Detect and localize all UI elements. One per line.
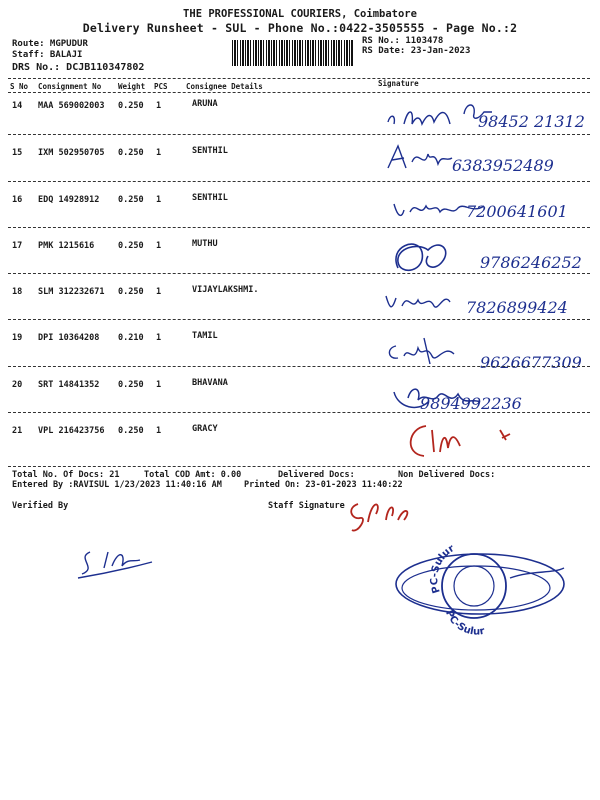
row-consignment: PMK 1215616 [38,241,95,251]
col-consignee: Consignee Details [186,82,263,91]
signature-scribble [388,378,488,414]
row-signature-phone: 9626677309 [480,353,582,372]
runsheet-title: Delivery Runsheet - SUL - Phone No.:0422-3505555 - Page No.:2 [82,21,518,35]
row-consignment: EDQ 14928912 [38,195,100,205]
row-pcs: 1 [156,148,162,158]
row-consignment: VPL 216423756 [38,426,105,436]
row-divider [8,181,590,182]
row-consignee: SENTHIL [192,193,228,203]
staff-signature-label: Staff Signature [268,501,345,511]
row-signature-phone: 98452 21312 [478,112,585,131]
row-signature-phone: 9786246252 [480,253,582,272]
verifier-signature-scribble [72,544,162,584]
row-sno: 19 [12,333,23,343]
row-consignee: SENTHIL [192,146,228,156]
divider [8,78,590,79]
row-sno: 15 [12,148,23,158]
total-cod: Total COD Amt: 0.00 [144,470,242,480]
staff-label: Staff: BALAJI [12,50,83,60]
row-consignee: VIJAYLAKSHMI. [192,285,259,295]
row-sno: 16 [12,195,23,205]
row-consignee: MUTHU [192,239,218,249]
row-pcs: 1 [156,241,162,251]
row-weight: 0.250 [118,426,144,436]
row-sno: 17 [12,241,23,251]
rs-number: RS No.: 1103478 [362,36,444,46]
signature-scribble [388,232,458,280]
row-divider [8,273,590,274]
row-weight: 0.210 [118,333,144,343]
signature-scribble [390,190,500,230]
row-divider [8,319,590,320]
row-pcs: 1 [156,287,162,297]
signature-scribble [382,284,462,318]
row-consignment: SLM 312232671 [38,287,105,297]
row-consignee: GRACY [192,424,218,434]
col-sno: S No [10,82,29,91]
row-divider [8,412,590,413]
row-weight: 0.250 [118,195,144,205]
row-signature-phone: 7200641601 [466,202,568,221]
row-consignment: MAA 569002003 [38,101,105,111]
row-pcs: 1 [156,333,162,343]
row-pcs: 1 [156,380,162,390]
divider [8,466,590,467]
row-signature-phone: 9894992236 [420,394,522,413]
row-consignment: IXM 502950705 [38,148,105,158]
route-label: Route: MGPUDUR [12,39,88,49]
row-sno: 20 [12,380,23,390]
row-consignment: SRT 14841352 [38,380,100,390]
row-weight: 0.250 [118,148,144,158]
company-title: THE PROFESSIONAL COURIERS, Coimbatore [183,8,417,20]
row-pcs: 1 [156,195,162,205]
row-weight: 0.250 [118,241,144,251]
col-pcs: PCS [154,82,168,91]
row-sno: 21 [12,426,23,436]
delivered-docs: Delivered Docs: [278,470,355,480]
row-pcs: 1 [156,426,162,436]
row-sno: 18 [12,287,23,297]
office-stamp [392,540,568,638]
row-pcs: 1 [156,101,162,111]
signature-scribble [404,418,524,462]
staff-signature-scribble [346,494,416,538]
col-signature: Signature [378,79,419,88]
signature-scribble [384,334,474,368]
row-consignee: TAMIL [192,331,218,341]
row-weight: 0.250 [118,380,144,390]
verified-by-label: Verified By [12,501,69,511]
barcode [232,40,354,66]
drs-number: DRS No.: DCJB110347802 [12,62,145,73]
row-sno: 14 [12,101,23,111]
row-consignment: DPI 10364208 [38,333,100,343]
row-consignee: ARUNA [192,99,218,109]
stamp-text: PC-Sulur [443,608,486,638]
non-delivered-docs: Non Delivered Docs: [398,470,496,480]
row-weight: 0.250 [118,287,144,297]
row-signature-phone: 6383952489 [452,156,554,175]
col-weight: Weight [118,82,146,91]
col-consignment: Consignment No [38,82,102,91]
rs-date: RS Date: 23-Jan-2023 [362,46,471,56]
row-divider [8,366,590,367]
row-consignee: BHAVANA [192,378,228,388]
printed-on: Printed On: 23-01-2023 11:40:22 [244,480,403,490]
signature-scribble [384,140,474,180]
row-weight: 0.250 [118,101,144,111]
row-signature-phone: 7826899424 [466,298,568,317]
total-docs: Total No. Of Docs: 21 [12,470,120,480]
row-divider [8,227,590,228]
entered-by: Entered By :RAVISUL 1/23/2023 11:40:16 AM [12,480,222,490]
divider [8,92,590,93]
signature-scribble [380,94,580,134]
row-divider [8,134,590,135]
stamp-text: PC-Sulur [429,543,457,595]
